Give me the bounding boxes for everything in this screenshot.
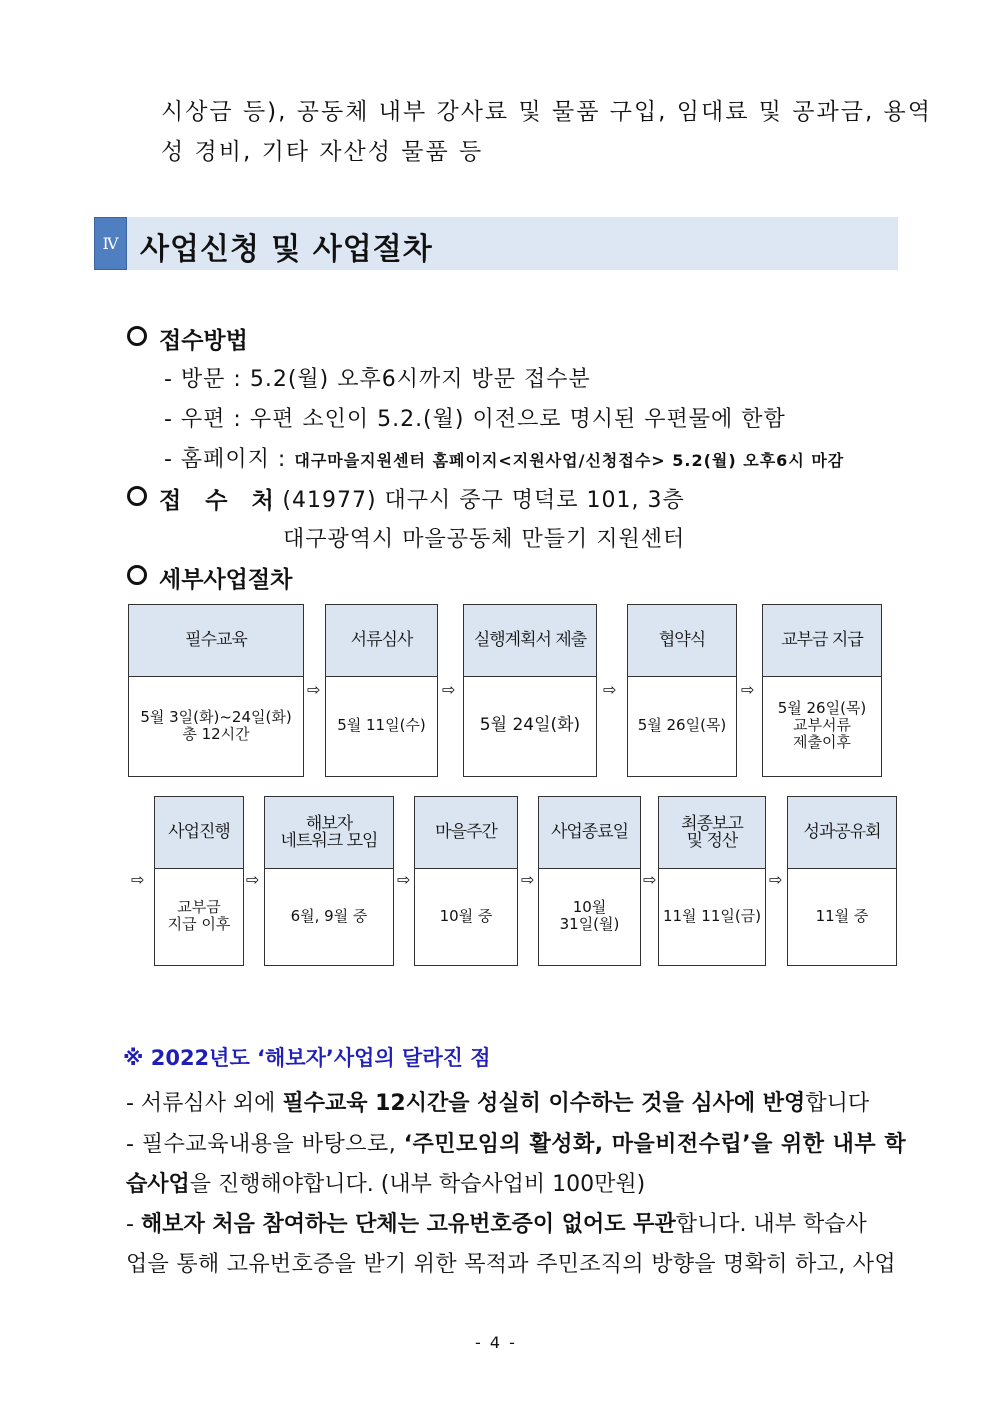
step-title: 해보자 네트워크 모임 (265, 797, 393, 869)
reception-address: : (41977) 대구시 중구 명덕로 101, 3층 (266, 488, 685, 513)
p2-text: - 필수교육내용을 바탕으로, (126, 1132, 404, 1157)
step-box-project-progress (154, 796, 244, 966)
circle-bullet-icon (127, 326, 147, 346)
section-number: Ⅳ (94, 217, 127, 270)
p2-tail: 을 진행해야합니다. (내부 학습사업비 100만원) (189, 1172, 646, 1197)
step-box-document-review (325, 604, 438, 777)
step-title: 마을주간 (415, 797, 517, 869)
arrow-right-icon: ⇨ (307, 680, 321, 699)
reception-center-name: 대구광역시 마을공동체 만들기 지원센터 (283, 527, 686, 552)
changes-paragraph-2-line-1 (126, 1127, 906, 1158)
p2-bold: ‘주민모임의 활성화, 마을비전수립’을 위한 내부 학 (403, 1132, 907, 1157)
step-box-final-report (658, 796, 766, 966)
reception-visit: - 방문 : 5.2(월) 오후6시까지 방문 접수분 (164, 367, 591, 392)
circle-bullet-icon (127, 486, 147, 506)
step-title: 사업진행 (155, 797, 243, 869)
procedure-heading-text: 세부사업절차 (159, 567, 293, 593)
arrow-right-icon: ⇨ (603, 680, 617, 699)
step-box-plan-submission (463, 604, 597, 777)
arrow-right-icon: ⇨ (741, 680, 755, 699)
step-detail: 5월 24일(화) (479, 715, 581, 735)
step-detail: 5월 26일(목) (637, 716, 727, 734)
step-detail: 6월, 9월 중 (290, 906, 368, 925)
reception-method-heading (127, 322, 248, 355)
homepage-label: - 홈페이지 : (164, 447, 287, 472)
changes-paragraph-2-line-2 (126, 1167, 645, 1198)
section-title: 사업신청 및 사업절차 (140, 232, 433, 267)
step-box-required-education (128, 604, 304, 777)
reception-mail: - 우편 : 우편 소인이 5.2.(월) 이전으로 명시된 우편물에 한함 (164, 407, 786, 432)
reception-place-heading-text: 접 수 처 (159, 488, 282, 514)
step-detail: 10월 31일(월) (559, 898, 620, 933)
p3-text: 합니다. 내부 학습사 (675, 1212, 867, 1237)
p3-lead: - (126, 1212, 141, 1237)
step-box-project-end (538, 796, 641, 966)
step-title: 성과공유회 (788, 797, 896, 869)
intro-line-1: 시상금 등), 공동체 내부 강사료 및 물품 구입, 임대료 및 공과금, 용역 (161, 99, 932, 125)
reception-method-heading-text: 접수방법 (159, 328, 248, 354)
intro-line-2: 성 경비, 기타 자산성 물품 등 (161, 139, 484, 165)
changes-paragraph-3-line-2: 업을 통해 고유번호증을 받기 위한 목적과 주민조직의 방향을 명확히 하고, 사업 (126, 1252, 896, 1277)
step-box-grant-payment (762, 604, 882, 777)
step-box-agreement (627, 604, 737, 777)
p3-bold: 해보자 처음 참여하는 단체는 고유번호증이 없어도 무관 (140, 1212, 676, 1237)
changes-title: ※ 2022년도 ‘해보자’사업의 달라진 점 (123, 1046, 491, 1070)
p2-bold-cont: 습사업 (126, 1172, 190, 1197)
arrow-right-icon: ⇨ (397, 870, 411, 889)
step-title: 실행계획서 제출 (464, 605, 596, 677)
step-box-network-meeting (264, 796, 394, 966)
circle-bullet-icon (127, 565, 147, 585)
step-title: 협약식 (628, 605, 736, 677)
reception-place-heading (127, 482, 282, 515)
arrow-right-icon: ⇨ (643, 870, 657, 889)
step-detail: 5월 11일(수) (337, 716, 426, 734)
arrow-right-icon: ⇨ (246, 870, 260, 889)
arrow-right-icon: ⇨ (769, 870, 783, 889)
step-box-village-week (414, 796, 518, 966)
homepage-detail: 대구마을지원센터 홈페이지<지원사업/신청접수> 5.2(월) 오후6시 마감 (294, 451, 845, 470)
step-detail: 교부금 지급 이후 (167, 898, 231, 933)
reception-homepage (164, 442, 844, 473)
step-detail: 5월 26일(목) 교부서류 제출이후 (777, 699, 867, 751)
p1-bold: 필수교육 12시간을 성실히 이수하는 것을 심사에 반영 (282, 1091, 806, 1116)
step-title: 최종보고 및 정산 (659, 797, 765, 869)
page-number: - 4 - (475, 1333, 517, 1352)
step-detail: 10월 중 (439, 906, 493, 925)
arrow-right-icon: ⇨ (521, 870, 535, 889)
step-title: 교부금 지급 (763, 605, 881, 677)
p1-text: - 서류심사 외에 (126, 1091, 283, 1116)
changes-paragraph-1 (126, 1086, 869, 1117)
step-detail: 11월 중 (815, 906, 869, 925)
step-detail: 5월 3일(화)~24일(화) 총 12시간 (140, 707, 292, 743)
step-box-sharing-session (787, 796, 897, 966)
p1-tail: 합니다 (805, 1091, 870, 1116)
changes-paragraph-3-line-1 (126, 1207, 867, 1238)
step-title: 필수교육 (129, 605, 303, 677)
step-title: 서류심사 (326, 605, 437, 677)
arrow-right-icon: ⇨ (131, 870, 145, 889)
step-title: 사업종료일 (539, 797, 640, 869)
step-detail: 11월 11일(금) (662, 906, 762, 925)
procedure-heading (127, 561, 292, 594)
arrow-right-icon: ⇨ (442, 680, 456, 699)
